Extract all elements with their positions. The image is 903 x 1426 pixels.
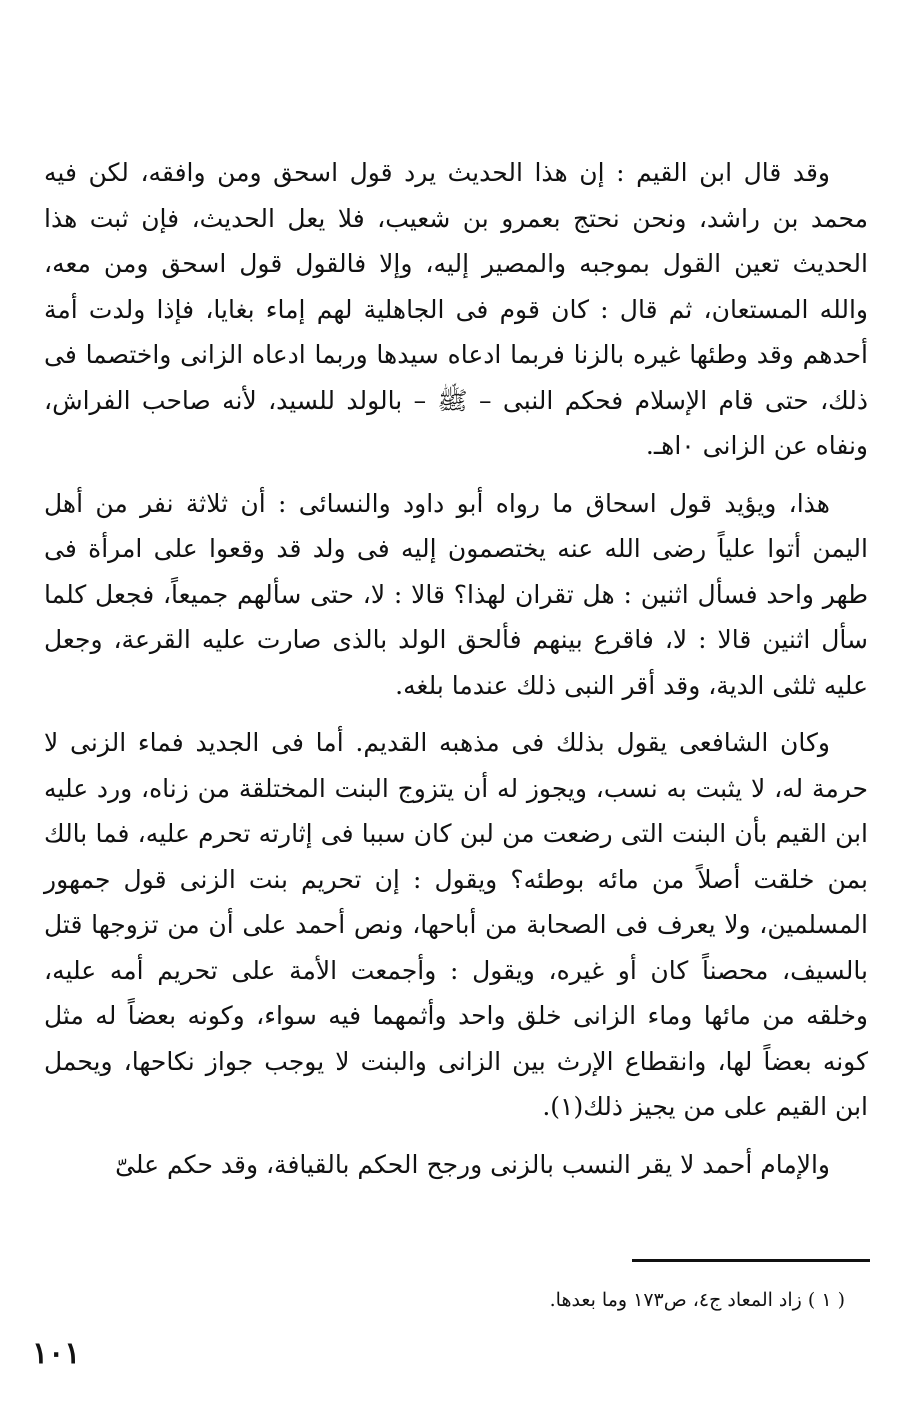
paragraph-1: وقد قال ابن القيم : إن هذا الحديث يرد قول اسحق ومن وافقه، لكن فيه محمد بن راشد، ونحن نحتج بعمرو بن شعيب، فلا يعل الحديث، فإن ثبت هذا الحديث تعين القول بموجبه والمصير إليه، وإلا فالقول قول اسحق ومن معه، والله المستعان، ثم قال : كان قوم فى الجاهلية لهم إماء بغايا، فإذا ولدت أمة أحدهم وقد وطئها غيره بالزنا فربما ادعاه سيدها وربما ادعاه الزانى واختصما فى ذلك، حتى قام الإسلام فحكم النبى – ﷺ – بالولد للسيد، لأنه صاحب الفراش، ونفاه عن الزانى ٠اهـ. (44, 158, 868, 460)
footnote-separator (632, 1259, 870, 1262)
paragraph-3: وكان الشافعى يقول بذلك فى مذهبه القديم. أما فى الجديد فماء الزنى لا حرمة له، لا يثبت به نسب، ويجوز له أن يتزوج البنت المختلقة من زناه، ورد عليه ابن القيم بأن البنت التى رضعت من لبن كان سببا فى إثارته تحرم عليه، فما بالك بمن خلقت أصلاً من مائه بوطئه؟ ويقول : إن تحريم بنت الزنى قول جمهور المسلمين، ولا يعرف فى الصحابة من أباحها، ونص أحمد على أن من تزوجها قتل بالسيف، محصناً كان أو غيره، ويقول : وأجمعت الأمة على تحريم أمه عليه، وخلقه من مائها وماء الزانى خلق واحد وأثمهما فيه سواء، وكونه بعضاً له مثل كونه بعضاً لها، وانقطاع الإرث بين الزانى والبنت لا يوجب جواز نكاحها، ويحمل ابن القيم على من يجيز ذلك(١). (44, 728, 868, 1121)
page-number: ١٠١ (32, 1336, 81, 1371)
paragraph-2: هذا، ويؤيد قول اسحاق ما رواه أبو داود والنسائى : أن ثلاثة نفر من أهل اليمن أتوا علياً رضى الله عنه يختصمون إليه فى ولد قد وقعوا على امرأة فى طهر واحد فسأل اثنين : هل تقران لهذا؟ قالا : لا، حتى سألهم جميعاً، فجعل كلما سأل اثنين قالا : لا، فاقرع بينهم فألحق الولد بالذى صارت عليه القرعة، وجعل عليه ثلثى الدية، وقد أقر النبى ذلك عندما بلغه. (44, 488, 868, 700)
main-text (44, 150, 868, 1187)
footnote: ( ١ ) زاد المعاد ج٤، ص١٧٣ وما بعدها. (549, 1289, 845, 1311)
paragraph-4: والإمام أحمد لا يقر النسب بالزنى ورجح الحكم بالقيافة، وقد حكم علىّ (115, 1149, 830, 1179)
